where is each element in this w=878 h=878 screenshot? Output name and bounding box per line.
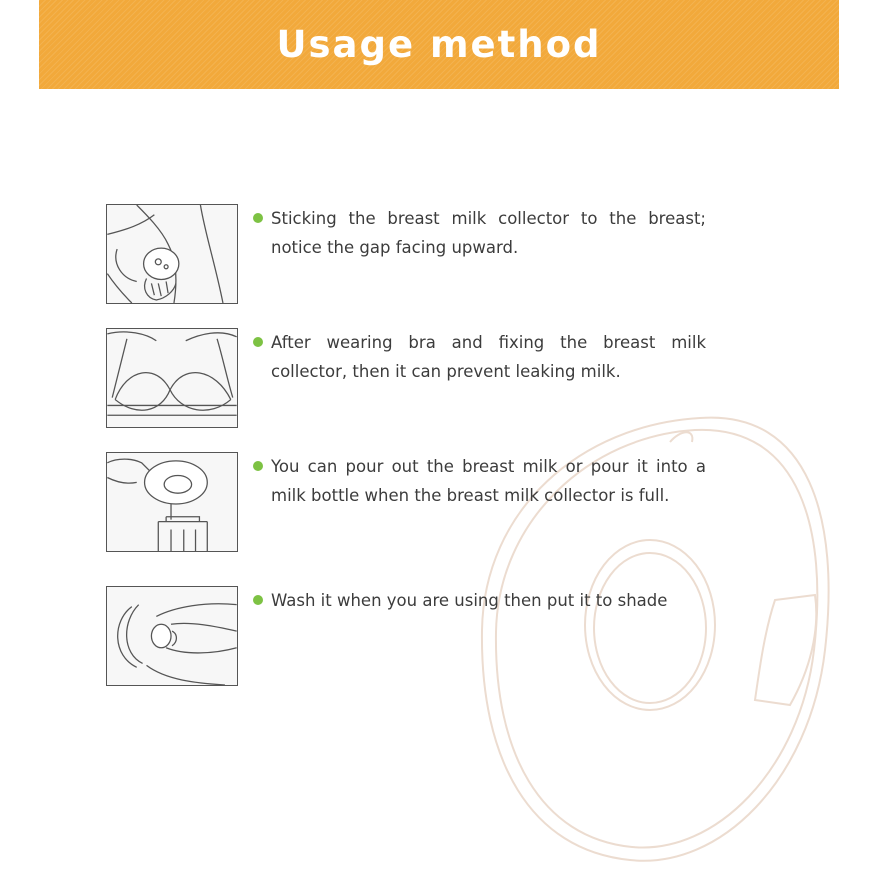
- step-text: Sticking the breast milk collector to the breast; notice the gap facing upward.: [271, 209, 706, 257]
- step-text: You can pour out the breast milk or pour it into a milk bottle when the breast milk collector is full.: [271, 457, 706, 505]
- washing-collector-illustration: [106, 586, 238, 686]
- bra-illustration: [106, 328, 238, 428]
- page-title: Usage method: [276, 23, 602, 66]
- header-banner: [39, 0, 839, 89]
- pouring-milk-illustration: [106, 452, 238, 552]
- bullet-icon: [253, 213, 263, 223]
- collector-on-breast-illustration: [106, 204, 238, 304]
- bullet-icon: [253, 461, 263, 471]
- step-text: After wearing bra and fixing the breast milk collector, then it can prevent leaking milk.: [271, 333, 706, 381]
- step-text: Wash it when you are using then put it to shade: [271, 591, 668, 610]
- bullet-icon: [253, 337, 263, 347]
- bullet-icon: [253, 595, 263, 605]
